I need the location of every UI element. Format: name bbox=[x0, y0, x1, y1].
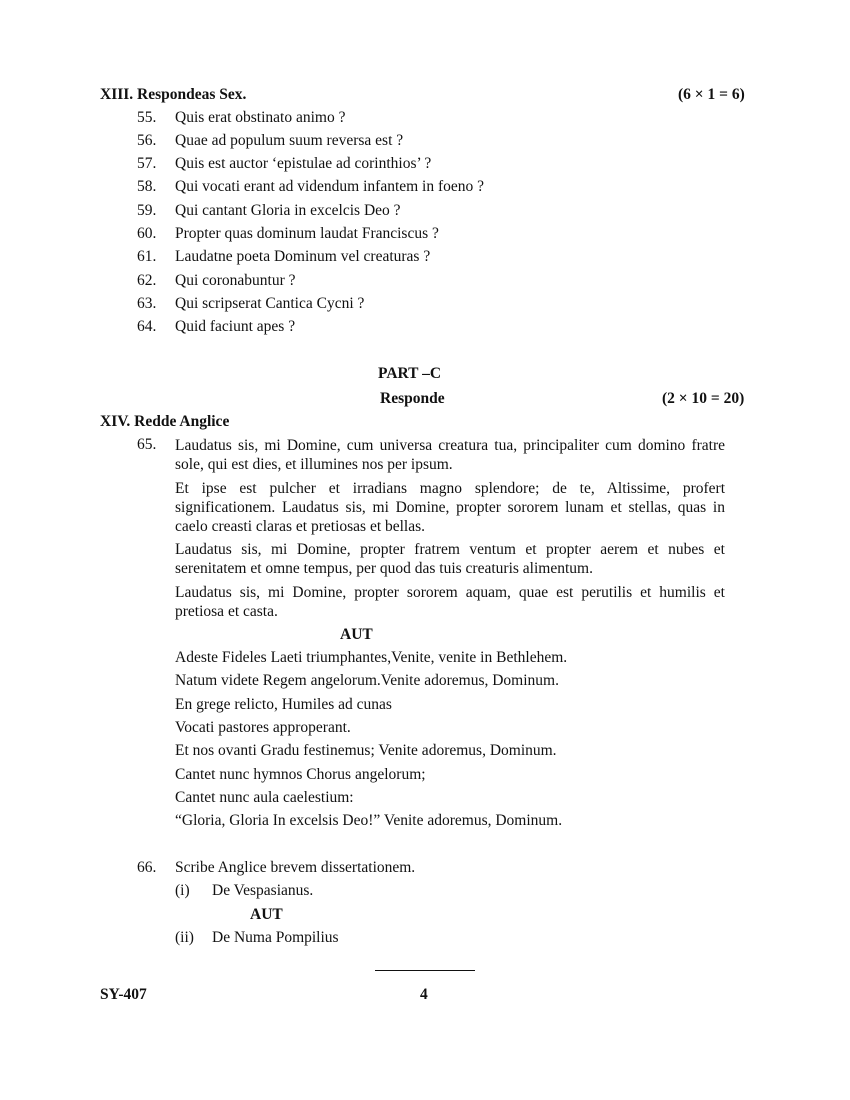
poem-line: Vocati pastores approperant. bbox=[175, 719, 351, 736]
part-c-subtitle: Responde bbox=[380, 390, 445, 407]
question-text: Qui scripserat Cantica Cycni ? bbox=[175, 295, 365, 312]
option-text: De Vespasianus. bbox=[212, 882, 314, 899]
question-text: Laudatne poeta Dominum vel creaturas ? bbox=[175, 248, 431, 265]
question-text: Scribe Anglice brevem dissertationem. bbox=[175, 859, 416, 876]
question-text: Qui vocati erant ad videndum infantem in foeno ? bbox=[175, 178, 485, 195]
question-number: 61. bbox=[137, 248, 157, 265]
question-number: 63. bbox=[137, 295, 157, 312]
question-text: Quid faciunt apes ? bbox=[175, 318, 296, 335]
section-13-marks: (6 × 1 = 6) bbox=[678, 86, 745, 103]
footer-code: SY-407 bbox=[100, 986, 147, 1003]
option-text: De Numa Pompilius bbox=[212, 929, 339, 946]
poem-line: Adeste Fideles Laeti triumphantes,Venite, venite in Bethlehem. bbox=[175, 649, 568, 666]
question-number: 56. bbox=[137, 132, 157, 149]
question-text: Quae ad populum suum reversa est ? bbox=[175, 132, 404, 149]
poem-line: Natum videte Regem angelorum.Venite adoremus, Dominum. bbox=[175, 672, 559, 689]
prose-paragraph: Laudatus sis, mi Domine, propter fratrem ventum et propter aerem et nubes et serenitatem et omne tempus, per quod das tuis creaturis alimentum. bbox=[175, 541, 725, 577]
aut-separator: AUT bbox=[340, 626, 373, 643]
prose-paragraph: Laudatus sis, mi Domine, propter sororem aquam, quae est perutilis et humilis et pretiosa et casta. bbox=[175, 584, 725, 620]
option-label: (i) bbox=[175, 882, 190, 899]
question-number: 55. bbox=[137, 109, 157, 126]
poem-line: En grege relicto, Humiles ad cunas bbox=[175, 696, 392, 713]
question-number: 62. bbox=[137, 272, 157, 289]
aut-separator: AUT bbox=[250, 906, 283, 923]
question-number: 58. bbox=[137, 178, 157, 195]
question-text: Qui coronabuntur ? bbox=[175, 272, 296, 289]
question-number: 57. bbox=[137, 155, 157, 172]
prose-paragraph: Et ipse est pulcher et irradians magno splendore; de te, Altissime, profert significationem. Laudatus sis, mi Domine, propter sororem lunam et stellas, quas in caelo creasti claras et pretiosas et bellas. bbox=[175, 480, 725, 535]
question-number: 59. bbox=[137, 202, 157, 219]
section-13-heading: XIII. Respondeas Sex. bbox=[100, 86, 247, 103]
poem-line: Cantet nunc aula caelestium: bbox=[175, 789, 354, 806]
poem-line: Cantet nunc hymnos Chorus angelorum; bbox=[175, 766, 426, 783]
section-14-heading: XIV. Redde Anglice bbox=[100, 413, 230, 430]
question-text: Quis est auctor ‘epistulae ad corinthios’ ? bbox=[175, 155, 432, 172]
poem-line: Et nos ovanti Gradu festinemus; Venite adoremus, Dominum. bbox=[175, 742, 557, 759]
question-number: 64. bbox=[137, 318, 157, 335]
question-text: Quis erat obstinato animo ? bbox=[175, 109, 346, 126]
question-number: 65. bbox=[137, 436, 157, 453]
prose-paragraph: Laudatus sis, mi Domine, cum universa creatura tua, principaliter cum domino fratre sole, qui est dies, et illumines nos per ipsum. bbox=[175, 437, 725, 473]
question-text: Propter quas dominum laudat Franciscus ? bbox=[175, 225, 439, 242]
end-divider bbox=[375, 970, 475, 971]
page-number: 4 bbox=[420, 986, 428, 1003]
part-c-marks: (2 × 10 = 20) bbox=[662, 390, 745, 407]
part-c-title: PART –C bbox=[378, 365, 442, 382]
question-number: 66. bbox=[137, 859, 157, 876]
option-label: (ii) bbox=[175, 929, 194, 946]
poem-line: “Gloria, Gloria In excelsis Deo!” Venite adoremus, Dominum. bbox=[175, 812, 563, 829]
question-text: Qui cantant Gloria in excelcis Deo ? bbox=[175, 202, 401, 219]
question-number: 60. bbox=[137, 225, 157, 242]
